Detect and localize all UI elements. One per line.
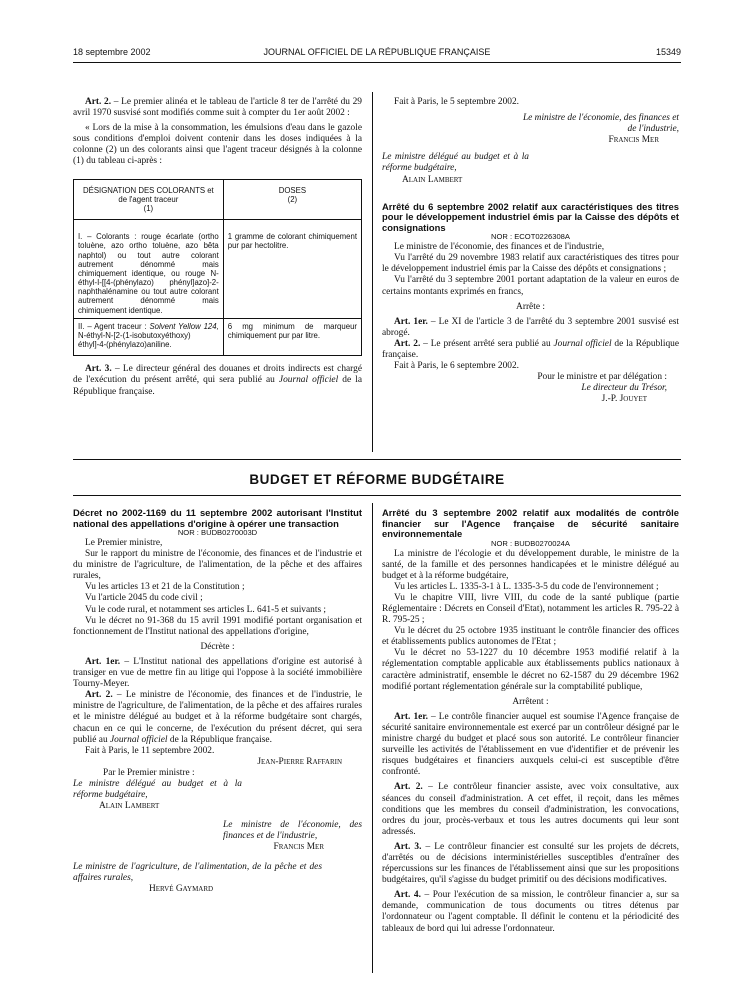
signature-name: Hervé Gaymard	[149, 883, 214, 894]
column-divider-top	[372, 92, 373, 452]
page-header	[73, 47, 681, 59]
signature-name: Jean-Pierre Raffarin	[257, 756, 342, 767]
decrete-heading: Décrète :	[200, 641, 235, 652]
arrete-heading: Arrête :	[516, 301, 545, 312]
act-title: Décret no 2002-1169 du 11 septembre 2002 autorisant l'Institut national des appellations d'origine à opérer une transaction	[73, 507, 362, 529]
right-top-column: Fait à Paris, le 5 septembre 2002. Le ministre de l'économie, des finances et de l'industrie, Francis Mer Le ministre délégué au budget et à la réforme budgétaire, Alain Lambert Arrêté du 6 septembre 2002 relatif aux caractéristiques des titres pour le développement industriel émis par la Caisse des dépôts et consignations NOR : ECOT0226308A Le ministre de l'économie, des finances et de l'industrie, Vu l'arrêté du 29 novembre 1983 relatif aux caractéristiques des titres pour le développement industriel émis par la Caisse des dépôts et consignations ; Vu l'arrêté du 3 septembre 2001 portant adaptation de la valeur en euros de certains montants exprimés en francs, Arrête : Art. 1er. – Le XI de l'article 3 de l'arrêté du 3 septembre 2001 susvisé est abrogé. Art. 2. – Le présent arrêté sera publié au Journal officiel de la République française. Fait à Paris, le 6 septembre 2002. Pour le ministre et par délégation : Le directeur du Trésor, J.-P. Jouyet	[382, 97, 680, 405]
article-label: Art. 2.	[394, 782, 423, 793]
header-date: 18 septembre 2002	[73, 47, 151, 57]
article-label: Art. 4.	[394, 890, 421, 901]
section-rule-top	[73, 459, 681, 460]
article-label: Art. 1er.	[85, 656, 121, 667]
table-header-doses: DOSES (2)	[223, 179, 361, 220]
nor-reference: NOR : ECOT0226308A	[491, 232, 570, 242]
article-label: Art. 3.	[85, 364, 112, 375]
article-label: Art. 3.	[394, 841, 422, 852]
left-bottom-column: Décret no 2002-1169 du 11 septembre 2002 autorisant l'Institut national des appellations d'origine à opérer une transaction NOR : BUDB0270003D Le Premier ministre, Sur le rapport du ministre de l'économie, des finances et de l'industrie et du ministre de l'agriculture, de l'alimentation, de la pêche et des affaires rurales, Vu les articles 13 et 21 de la Constitution ; Vu l'article 2045 du code civil ; Vu le code rural, et notamment ses articles L. 641-5 et suivants ; Vu le décret no 91-368 du 15 avril 1991 modifié portant organisation et fonctionnement de l'Institut national des appellations d'origine, Décrète : Art. 1er. – L'Institut national des appellations d'origine est autorisé à transiger en vue de mettre fin au litige qui l'oppose à la société immobilière Tourny-Meyer. Art. 2. – Le ministre de l'économie, des finances et de l'industrie, le ministre de l'agriculture, de l'alimentation, de la pêche et des affaires rurales et le ministre délégué au budget et à la réforme budgétaire sont chargés, chacun en ce qui le concerne, de l'exécution du présent décret, qui sera publié au Journal officiel de la République française. Fait à Paris, le 11 septembre 2002. Jean-Pierre Raffarin Par le Premier ministre : Le ministre délégué au budget et à la réforme budgétaire, Alain Lambert Le ministre de l'économie, des finances et de l'industrie, Francis Mer Le ministre de l'agriculture, de l'alimentation, de la pêche et des affaires rurales, Hervé Gaymard	[73, 507, 362, 894]
signature-title: Le ministre de l'économie, des finances et de l'industrie,	[522, 113, 679, 135]
page-number: 15349	[655, 47, 681, 57]
table-cell-dose-colorant: 1 gramme de colorant chimiquement pur par hectolitre.	[223, 220, 361, 319]
date-line: Fait à Paris, le 6 septembre 2002.	[394, 361, 519, 372]
signature-title: Le ministre délégué au budget et à la réforme budgétaire,	[382, 152, 529, 174]
nor-reference: NOR : BUDB0270024A	[491, 538, 570, 548]
signature-name: Francis Mer	[608, 135, 659, 146]
date-line: Fait à Paris, le 11 septembre 2002.	[85, 745, 215, 756]
quoted-paragraph: « Lors de la mise à la consommation, les émulsions d'eau dans le gazole sous conditions d'emploi doivent contenir dans les doses indiquées à la colonne (2) un des colorants ainsi que l'agent traceur désignés à la colonne (1) du tableau ci-après :	[73, 123, 362, 167]
signature-name: J.-P. Jouyet	[601, 394, 647, 405]
column-divider-bottom	[372, 503, 373, 973]
section-rule-bottom	[73, 495, 681, 496]
table-cell-colorants: I. – Colorants : rouge écarlate (ortho toluène, azo ortho toluène, azo bêta naphtol) ou tout autre colorant autrement dénommé mais chimiquement identique, ou rouge N-éthyl-I-[[4-(phénylazo) phényl]azo]-2-naphthalénamine ou tout autre colorant autrement dénommé mais chimiquement identique.	[74, 220, 224, 319]
act-title: Arrêté du 3 septembre 2002 relatif aux modalités de contrôle financier sur l'Agence française de sécurité sanitaire environnementale	[382, 507, 679, 540]
signature-title: Le ministre délégué au budget et à la réforme budgétaire,	[73, 778, 242, 801]
arretent-heading: Arrêtent :	[512, 696, 549, 707]
article-label: Art. 1er.	[394, 316, 428, 327]
table-cell-dose-traceur: 6 mg minimum de marqueur chimiquement pur par litre.	[223, 318, 361, 356]
signature-title: Le ministre de l'économie, des finances et de l'industrie,	[223, 820, 362, 842]
left-top-column: Art. 2. – Le premier alinéa et le tableau de l'article 8 ter de l'arrêté du 29 avril 1970 susvisé sont modifiés comme suit à compter du 1er août 2002 : « Lors de la mise à la consommation, les émulsions d'eau dans le gazole sous conditions d'emploi doivent contenir dans les doses indiquées à la colonne (2) un des colorants ainsi que l'agent traceur désignés à la colonne (1) du tableau ci-après : DÉSIGNATION DES COLORANTS et de l'agent traceur (1) DOSES (2) I. – Colorants : rouge écarlate (ortho toluène, azo ortho toluène, azo bêta naphtol) ou tout autre colorant autrement dénommé mais chimiquement identique, ou rouge N-éthyl-I-[[4-(phénylazo) phényl]azo]-2-naphthalénamine ou tout autre colorant autrement dénommé mais chimiquement identique. 1 gramme de colorant chimiquement pur par hectolitre. II. – Agent traceur : Solvent Yellow 124, N-éthyl-N-[2-(1-isobutoxyéthoxy) éthyl]-4-(phénylazo)aniline. 6 mg minimum de marqueur chimiquement pur par litre. Art. 3. – Le directeur général des douanes et droits indirects est chargé de l'exécution du présent arrêté, qui sera publié au Journal officiel de la République française.	[73, 97, 363, 397]
nor-reference: NOR : BUDB0270003D	[177, 528, 258, 538]
journal-title: JOURNAL OFFICIEL DE LA RÉPUBLIQUE FRANÇAISE	[263, 47, 491, 57]
header-rule	[73, 62, 681, 63]
signature-title: Le directeur du Trésor,	[581, 383, 667, 394]
signature-name: Francis Mer	[273, 842, 324, 853]
section-title: BUDGET ET RÉFORME BUDGÉTAIRE	[249, 472, 505, 487]
colorants-table	[73, 179, 362, 357]
article-label: Art. 2.	[85, 690, 113, 701]
act-title: Arrêté du 6 septembre 2002 relatif aux caractéristiques des titres pour le développement industriel émis par la Caisse des dépôts et consignations	[382, 200, 679, 233]
article-label: Art. 2.	[394, 338, 421, 349]
table-cell-agent-traceur: II. – Agent traceur : Solvent Yellow 124, N-éthyl-N-[2-(1-isobutoxyéthoxy) éthyl]-4-(phénylazo)aniline.	[74, 318, 224, 356]
date-line: Fait à Paris, le 5 septembre 2002.	[394, 97, 519, 107]
article-text: – Le premier alinéa et le tableau de l'article 8 ter de l'arrêté du 29 avril 1970 susvisé sont modifiés comme suit à compter du 1er août 2002 :	[73, 97, 362, 119]
table-header-designation: DÉSIGNATION DES COLORANTS et de l'agent traceur (1)	[74, 179, 224, 220]
signature-title: Le ministre de l'agriculture, de l'alimentation, de la pêche et des affaires rurales,	[73, 861, 322, 883]
article-label: Art. 1er.	[394, 711, 428, 722]
right-bottom-column: Arrêté du 3 septembre 2002 relatif aux modalités de contrôle financier sur l'Agence française de sécurité sanitaire environnementale NOR : BUDB0270024A La ministre de l'écologie et du développement durable, le ministre de la santé, de la famille et des personnes handicapées et le ministre délégué au budget et à la réforme budgétaire, Vu les articles L. 1335-3-1 à L. 1335-3-5 du code de l'environnement ; Vu le chapitre VIII, livre VIII, du code de la santé publique (partie Réglementaire : Décrets en Conseil d'Etat), notamment les articles R. 795-22 à R. 795-25 ; Vu le décret du 25 octobre 1935 instituant le contrôle financier des offices et établissements publics autonomes de l'Etat ; Vu le décret no 53-1227 du 10 décembre 1953 modifié relatif à la réglementation comptable applicable aux établissements publics nationaux à caractère administratif, ensemble le décret no 62-1587 du 29 décembre 1962 modifié portant réglementation générale sur la comptabilité publique, Arrêtent : Art. 1er. – Le contrôle financier auquel est soumise l'Agence française de sécurité sanitaire environnementale est exercé par un contrôleur désigné par le ministre chargé du budget et placé sous son autorité. Le contrôleur financier surveille les activités de l'établissement en vue d'identifier et de prévenir les risques budgétaires et financiers auxquels celui-ci est susceptible d'être confronté. Art. 2. – Le contrôleur financier assiste, avec voix consultative, aux séances du conseil d'administration. A cet effet, il reçoit, dans les mêmes conditions que les membres du conseil d'administration, les convocations, ordres du jour, procès-verbaux et tous les autres documents qui leur sont adressés. Art. 3. – Le contrôleur financier est consulté sur les projets de décrets, d'arrêtés ou de décisions interministérielles susceptibles d'entraîner des répercussions sur les finances de l'établissement ainsi que sur les propositions budgétaires, qu'il s'agisse du budget primitif ou des décisions modificatives. Art. 4. – Pour l'exécution de sa mission, le contrôleur financier a, sur sa demande, communication de tous documents ou titres détenus par l'ordonnateur ou l'agent comptable. Il définit le contenu et la périodicité des tableaux de bord qui lui adresse l'ordonnateur.	[382, 507, 680, 934]
signature-name: Alain Lambert	[402, 174, 463, 185]
article-label: Art. 2.	[85, 97, 112, 107]
signature-name: Alain Lambert	[99, 801, 160, 812]
